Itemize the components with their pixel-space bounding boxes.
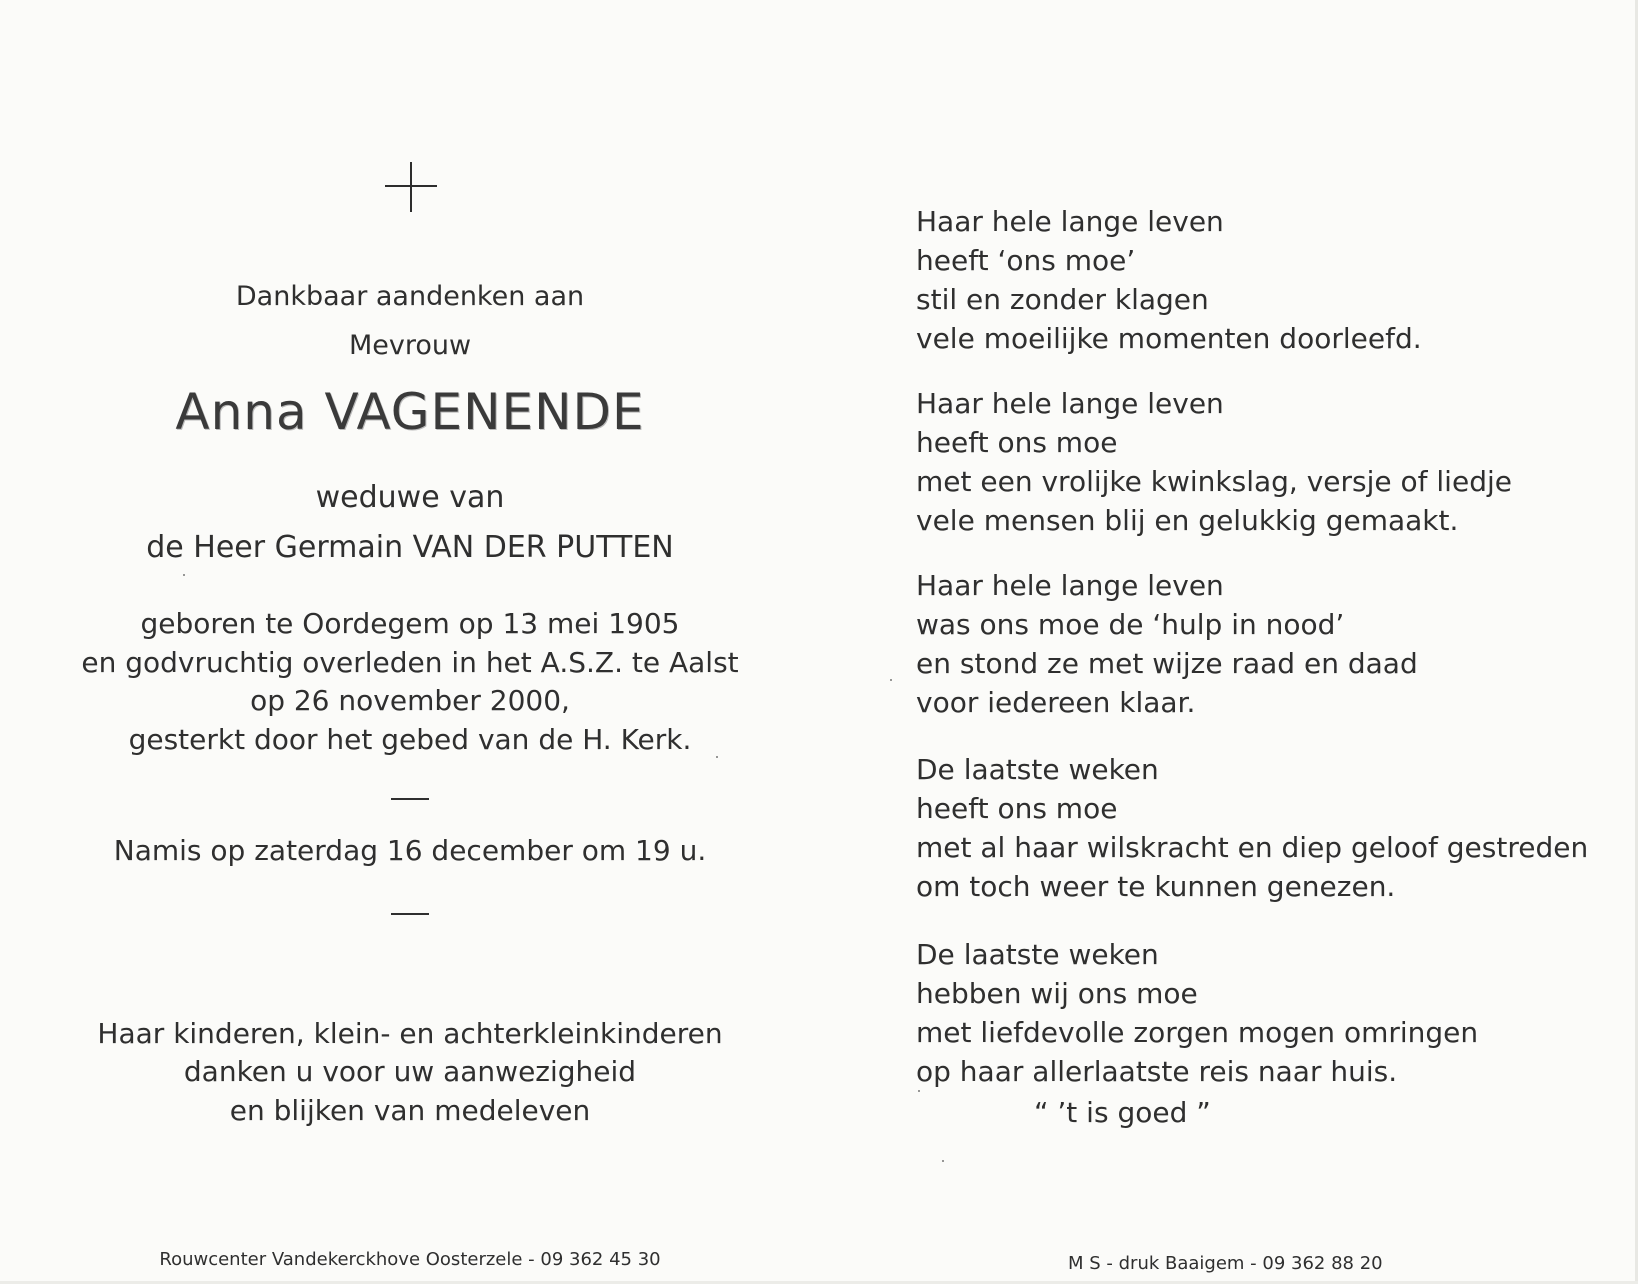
bio-line: op 26 november 2000,	[250, 684, 570, 717]
cross-icon	[385, 162, 437, 212]
widow-of-text: weduwe van	[315, 480, 505, 515]
left-footer: Rouwcenter Vandekerckhove Oosterzele - 09 362 45 30	[159, 1249, 661, 1270]
scan-speck	[918, 1090, 920, 1092]
mass-text: Namis op zaterdag 16 december om 19 u.	[113, 834, 707, 867]
poem-line: hebben wij ons moe	[916, 977, 1198, 1010]
thanks-line: danken u voor uw aanwezigheid	[183, 1055, 637, 1088]
intro-text: Dankbaar aandenken aan	[235, 281, 585, 312]
poem-line: Haar hele lange leven	[916, 205, 1224, 238]
poem-line: was ons moe de ‘hulp in nood’	[916, 608, 1345, 641]
poem-line: en stond ze met wijze raad en daad	[916, 647, 1418, 680]
scan-speck	[942, 1160, 944, 1162]
closing-quote: “ ’t is goed ”	[1034, 1096, 1211, 1129]
scan-speck	[716, 756, 718, 758]
poem-line: De laatste weken	[916, 753, 1159, 786]
poem-line: om toch weer te kunnen genezen.	[916, 870, 1396, 903]
thanks-line: Haar kinderen, klein- en achterkleinkinderen	[97, 1017, 723, 1050]
scan-speck	[183, 574, 185, 576]
deceased-name: Anna VAGENENDE	[175, 383, 645, 441]
title-text: Mevrouw	[348, 330, 472, 361]
right-panel	[916, 0, 1616, 1284]
poem-line: Haar hele lange leven	[916, 569, 1224, 602]
divider	[391, 798, 429, 800]
husband-name: de Heer Germain VAN DER PUTTEN	[146, 530, 674, 565]
bio-line: geboren te Oordegem op 13 mei 1905	[140, 607, 680, 640]
poem-line: heeft ons moe	[916, 426, 1118, 459]
poem-line: op haar allerlaatste reis naar huis.	[916, 1055, 1398, 1088]
bio-line: en godvruchtig overleden in het A.S.Z. te Aalst	[81, 646, 739, 679]
poem-line: vele mensen blij en gelukkig gemaakt.	[916, 504, 1459, 537]
poem-line: met al haar wilskracht en diep geloof gestreden	[916, 831, 1589, 864]
poem-line: vele moeilijke momenten doorleefd.	[916, 322, 1422, 355]
scan-speck	[890, 679, 892, 681]
bio-line: gesterkt door het gebed van de H. Kerk.	[128, 723, 692, 756]
poem-line: met een vrolijke kwinkslag, versje of liedje	[916, 465, 1512, 498]
poem-line: met liefdevolle zorgen mogen omringen	[916, 1016, 1479, 1049]
poem-line: stil en zonder klagen	[916, 283, 1209, 316]
poem-line: heeft ons moe	[916, 792, 1118, 825]
poem-line: voor iedereen klaar.	[916, 686, 1196, 719]
thanks-line: en blijken van medeleven	[229, 1094, 591, 1127]
poem-line: Haar hele lange leven	[916, 387, 1224, 420]
poem-line: heeft ‘ons moe’	[916, 244, 1136, 277]
poem-line: De laatste weken	[916, 938, 1159, 971]
right-footer: M S - druk Baaigem - 09 362 88 20	[1068, 1253, 1383, 1274]
divider	[391, 913, 429, 915]
left-panel	[40, 0, 780, 1284]
